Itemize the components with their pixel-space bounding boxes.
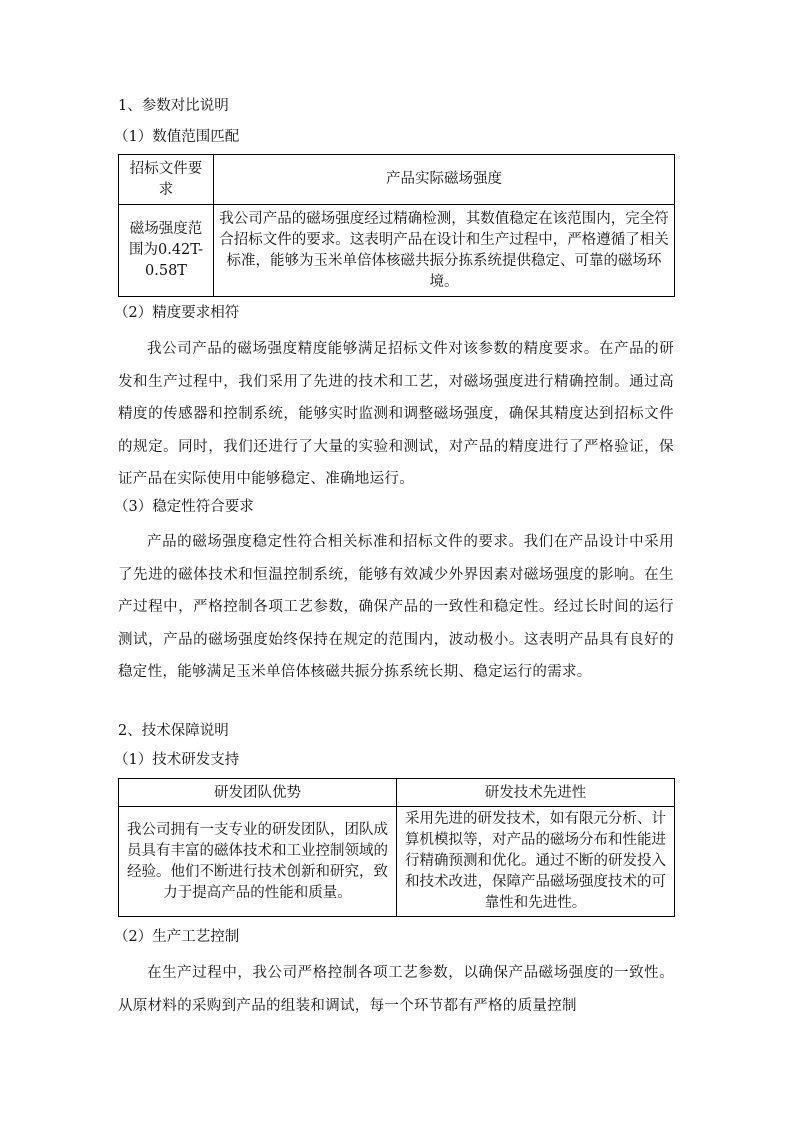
table-header-cell: 产品实际磁场强度	[214, 155, 675, 205]
production-paragraph: 在生产过程中，我公司严格控制各项工艺参数，以确保产品磁场强度的一致性。从原材料的采购到产品的组装和调试，每一个环节都有严格的质量控制	[118, 965, 674, 1014]
table-header-row	[119, 155, 675, 205]
table-header-row	[119, 779, 675, 807]
section-2-2-heading: （2）生产工艺控制	[114, 929, 240, 945]
section-1-2-heading: （2）精度要求相符	[114, 305, 240, 321]
rd-support-table	[118, 778, 675, 917]
section-1-1-heading: （1）数值范围匹配	[114, 129, 240, 145]
table-cell: 我公司拥有一支专业的研发团队，团队成员具有丰富的磁体技术和工业控制领域的经验。他们不断进行技术创新和研究，致力于提高产品的性能和质量。	[119, 807, 397, 917]
section-2-1-heading: （1）技术研发支持	[114, 752, 240, 768]
table-cell: 磁场强度范围为0.42T-0.58T	[119, 205, 214, 297]
table-row	[119, 807, 675, 917]
section-1-3-heading: （3）稳定性符合要求	[114, 499, 254, 515]
table-header-cell: 研发技术先进性	[397, 779, 675, 807]
table-header-cell: 招标文件要求	[119, 155, 214, 205]
table-row	[119, 205, 675, 297]
section-2-heading: 2、技术保障说明	[118, 723, 229, 739]
table-cell: 我公司产品的磁场强度经过精确检测，其数值稳定在该范围内，完全符合招标文件的要求。这表明产品在设计和生产过程中，严格遵循了相关标准，能够为玉米单倍体核磁共振分拣系统提供稳定、可靠的磁场环境。	[214, 205, 675, 297]
table-cell: 采用先进的研发技术，如有限元分析、计算机模拟等，对产品的磁场分布和性能进行精确预测和优化。通过不断的研发投入和技术改进，保障产品磁场强度技术的可靠性和先进性。	[397, 807, 675, 917]
stability-paragraph: 产品的磁场强度稳定性符合相关标准和招标文件的要求。我们在产品设计中采用了先进的磁体技术和恒温控制系统，能够有效减少外界因素对磁场强度的影响。在生产过程中，严格控制各项工艺参数，确保产品的一致性和稳定性。经过长时间的运行测试，产品的磁场强度始终保持在规定的范围内，波动极小。这表明产品具有良好的稳定性，能够满足玉米单倍体核磁共振分拣系统长期、稳定运行的需求。	[118, 534, 674, 680]
table-header-cell: 研发团队优势	[119, 779, 397, 807]
section-1-heading: 1、参数对比说明	[118, 98, 229, 114]
precision-paragraph: 我公司产品的磁场强度精度能够满足招标文件对该参数的精度要求。在产品的研发和生产过程中，我们采用了先进的技术和工艺，对磁场强度进行精确控制。通过高精度的传感器和控制系统，能够实时监测和调整磁场强度，确保其精度达到招标文件的规定。同时，我们还进行了大量的实验和测试，对产品的精度进行了严格验证，保证产品在实际使用中能够稳定、准确地运行。	[118, 341, 674, 487]
range-comparison-table	[118, 154, 675, 297]
